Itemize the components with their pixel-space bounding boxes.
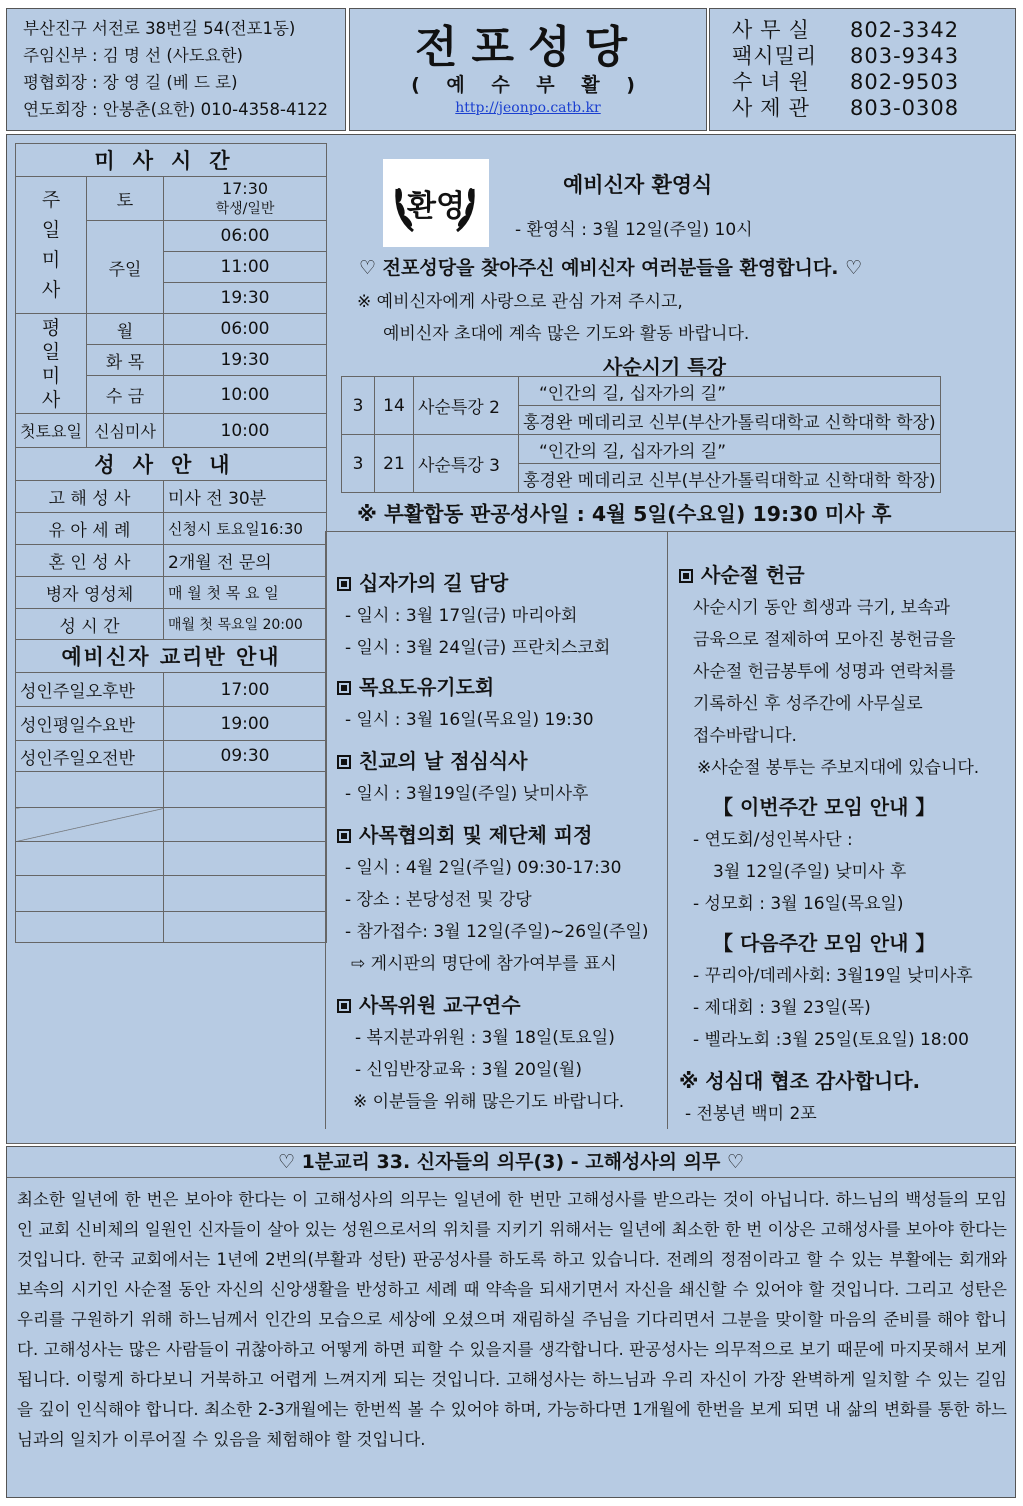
lecture-speaker: 홍경완 메데리코 신부(부산가톨릭대학교 신학대학 학장) <box>519 464 941 493</box>
offering-line: 금육으로 절제하여 모아진 봉헌금을 <box>693 630 956 650</box>
empty-cell <box>164 912 327 943</box>
square-bullet-icon <box>337 681 351 695</box>
catechism-body: 최소한 일년에 한 번은 보아야 한다는 이 고해성사의 의무는 일년에 한 번만 고해성사를 받으라는 것이 아닙니다. 하느님의 백성들의 모임인 교회 신비체의 일원인 신자들이 살아 있는 성원으로서의 위치를 지키기 위해서는 일년에 최소한 한 번 이상은 고해성사를 보아야 한다는 것입니다. 한국 교회에서는 1년에 2번의(부활과 성탄) 판공성사를 하도록 하고 있습니다. 전례의 정점이라고 할 수 있는 부활에는 회개와 보속의 시기인 사순절 동안 자신의 신앙생활을 반성하고 세례 때 약속을 되새기면서 자신을 쇄신할 수 있어야 할 것입니다. 그리고 성탄은 우리를 구원하기 위해 하느님께서 인간의 모습으로 세상에 오셨으며 재림하실 주님을 기다리면서 그분을 맞이할 마음의 준비를 해야 합니다. 고해성사는 많은 사람들이 귀찮아하고 어떻게 하면 피할 수 있을지를 생각합니다. 판공성사는 의무적으로 보기 때문에 마지못해서 보게 됩니다. 이렇게 하다보니 거북하고 어렵게 느껴지게 되는 것입니다. 고해성사는 하느님과 우리 자신이 가장 완벽하게 일치할 수 있는 길임을 깊이 인식해야 합니다. 최소한 2-3개월에는 한번씩 볼 수 있어야 하며, 가능하다면 1개월에 한번을 보게 되면 내 삶의 변화를 통한 하느님과의 일치가 이루어질 수 있음을 체험해야 할 것입니다. <box>17 1190 1007 1449</box>
catechism-box <box>6 1146 1016 1498</box>
sunday-time: 11:00 <box>164 252 327 283</box>
header-info <box>6 8 346 131</box>
pastoral-item: - 일시 : 4월 2일(주일) 09:30-17:30 <box>345 858 622 878</box>
divider <box>325 531 326 1129</box>
pastoral-item: - 참가접수: 3월 12일(주일)~26일(주일) <box>345 922 649 942</box>
welcome-note: ※ 예비신자에게 사랑으로 관심 가져 주시고, <box>357 292 683 312</box>
wedfri-label: 수 금 <box>87 376 164 414</box>
sacrament-info: 미사 전 30분 <box>164 481 327 513</box>
pastoral-item: - 장소 : 본당성전 및 강당 <box>345 890 532 910</box>
sacrament-name: 혼 인 성 사 <box>16 545 164 577</box>
committee-title: 사목위원 교구연수 <box>337 989 521 1018</box>
lecture-topic: “인간의 길, 십자가의 길” <box>519 435 941 464</box>
empty-cell <box>16 772 164 808</box>
class-time: 09:30 <box>164 741 327 772</box>
thursday-title: 목요도유기도회 <box>337 671 494 700</box>
wedfri-time: 10:00 <box>164 376 327 414</box>
sat-label: 토 <box>87 177 164 221</box>
divider <box>7 1143 1015 1144</box>
offering-line: 접수바랍니다. <box>693 726 797 746</box>
divider <box>667 531 668 1129</box>
divider <box>325 531 1015 532</box>
sacrament-info: 매 월 첫 목 요 일 <box>164 577 327 609</box>
sunday-label: 주일 <box>87 221 164 314</box>
lecture-title: 사순시기 특강 <box>603 355 726 379</box>
mon-label: 월 <box>87 314 164 345</box>
lecture-name: 사순특강 2 <box>414 377 519 435</box>
website-link[interactable]: http://jeonpo.catb.kr <box>455 100 601 116</box>
this-week-item: - 성모회 : 3월 16일(목요일) <box>693 894 904 914</box>
yeondo-head: 연도회장 : 안봉춘(요한) 010-4358-4122 <box>23 100 329 119</box>
offering-line: 사순시기 동안 희생과 극기, 보속과 <box>693 598 950 618</box>
thanks-item: - 전봉년 백미 2포 <box>685 1104 817 1124</box>
address: 부산진구 서전로 38번길 54(전포1동) <box>23 19 296 38</box>
first-sat-label: 첫토요일 <box>16 414 87 448</box>
pastor: 주임신부 : 김 명 선 (사도요한) <box>23 46 243 65</box>
next-week-item: - 제대회 : 3월 23일(목) <box>693 998 871 1018</box>
offering-line: 사순절 헌금봉투에 성명과 연락처를 <box>693 662 956 682</box>
pastoral-item: ⇨ 게시판의 명단에 참가여부를 표시 <box>351 954 617 974</box>
lecture-month: 3 <box>342 435 375 493</box>
subtitle: ( 예 수 부 활 ) <box>411 74 645 96</box>
sacrament-info: 신청시 토요일16:30 <box>164 513 327 545</box>
offering-title: 사순절 헌금 <box>679 559 805 588</box>
welcome-greeting: ♡ 전포성당을 찾아주신 예비신자 여러분들을 환영합니다. ♡ <box>359 257 863 279</box>
sacrament-title: 성사안내 <box>16 448 327 481</box>
class-name: 성인주일오후반 <box>16 673 164 707</box>
this-week-item: - 연도회/성인복사단 : <box>693 830 853 850</box>
lunch-title: 친교의 날 점심식사 <box>337 745 528 774</box>
sacrament-name: 병자 영성체 <box>16 577 164 609</box>
stations-item: - 일시 : 3월 17일(금) 마리아회 <box>345 606 578 626</box>
empty-cell <box>164 842 327 876</box>
phone-row: 사무실 802-3342 <box>732 18 960 42</box>
empty-cell <box>16 842 164 876</box>
this-week-title: 【 이번주간 모임 안내 】 <box>713 795 936 819</box>
tuethu-time: 19:30 <box>164 345 327 376</box>
mon-time: 06:00 <box>164 314 327 345</box>
catechism-title: ♡ 1분교리 33. 신자들의 의무(3) - 고해성사의 의무 ♡ <box>7 1147 1015 1178</box>
lecture-table <box>341 376 941 493</box>
welcome-badge-text: 환영 <box>407 189 465 224</box>
sunday-mass-label: 주일미사 <box>16 177 87 314</box>
sacrament-name: 성 시 간 <box>16 609 164 640</box>
penance-notice: ※ 부활합동 판공성사일 : 4월 5일(수요일) 19:30 미사 후 <box>357 502 892 526</box>
next-week-title: 【 다음주간 모임 안내 】 <box>713 931 936 955</box>
phone-row: 팩시밀리 803-9343 <box>732 44 960 68</box>
empty-cell <box>164 876 327 912</box>
phone-row: 사제관 803-0308 <box>732 96 960 120</box>
square-bullet-icon <box>679 569 693 583</box>
welcome-date: - 환영식 : 3월 12일(주일) 10시 <box>515 220 753 240</box>
sacrament-name: 유 아 세 례 <box>16 513 164 545</box>
first-sat-time: 10:00 <box>164 414 327 448</box>
class-time: 19:00 <box>164 707 327 741</box>
phone-row: 수녀원 802-9503 <box>732 70 960 94</box>
lecture-day: 14 <box>375 377 414 435</box>
main-body <box>6 134 1016 1144</box>
class-name: 성인주일오전반 <box>16 741 164 772</box>
stations-title: 십자가의 길 담당 <box>337 567 508 596</box>
empty-cell <box>164 772 327 808</box>
square-bullet-icon <box>337 577 351 591</box>
header-title <box>349 8 707 131</box>
stations-item: - 일시 : 3월 24일(금) 프란치스코회 <box>345 638 611 658</box>
sunday-time: 06:00 <box>164 221 327 252</box>
square-bullet-icon <box>337 999 351 1013</box>
sidebar-table <box>15 143 327 943</box>
welcome-badge <box>383 159 489 247</box>
sacrament-name: 고 해 성 사 <box>16 481 164 513</box>
sunday-time: 19:30 <box>164 283 327 314</box>
header-phones <box>709 8 1016 131</box>
lecture-name: 사순특강 3 <box>414 435 519 493</box>
thursday-item: - 일시 : 3월 16일(목요일) 19:30 <box>345 710 594 730</box>
next-week-item: - 꾸리아/데레사회: 3월19일 낮미사후 <box>693 966 973 986</box>
offering-line: ※사순절 봉투는 주보지대에 있습니다. <box>697 758 980 778</box>
sat-time: 17:30 학생/일반 <box>164 177 327 221</box>
lecture-speaker: 홍경완 메데리코 신부(부산가톨릭대학교 신학대학 학장) <box>519 406 941 435</box>
offering-line: 기록하신 후 성주간에 사무실로 <box>693 694 923 714</box>
council-head: 평협회장 : 장 영 길 (베 드 로) <box>23 73 238 92</box>
empty-cell <box>16 876 164 912</box>
square-bullet-icon <box>337 829 351 843</box>
empty-cell <box>164 808 327 842</box>
tuethu-label: 화 목 <box>87 345 164 376</box>
lecture-topic: “인간의 길, 십자가의 길” <box>519 377 941 406</box>
empty-cell <box>16 912 164 943</box>
mass-title: 미사시간 <box>16 144 327 177</box>
lunch-item: - 일시 : 3월19일(주일) 낮미사후 <box>345 784 589 804</box>
empty-cell <box>16 808 164 842</box>
sacrament-info: 2개월 전 문의 <box>164 545 327 577</box>
catechumen-title: 예비신자 교리반 안내 <box>16 640 327 673</box>
first-sat-mass: 신심미사 <box>87 414 164 448</box>
class-time: 17:00 <box>164 673 327 707</box>
this-week-item: 3월 12일(주일) 낮미사 후 <box>713 862 907 882</box>
committee-item: ※ 이분들을 위해 많은기도 바랍니다. <box>353 1092 625 1112</box>
welcome-note: 예비신자 초대에 계속 많은 기도와 활동 바랍니다. <box>383 324 750 344</box>
weekday-mass-label: 평일미사 <box>16 314 87 414</box>
square-bullet-icon <box>337 755 351 769</box>
next-week-item: - 벨라노회 :3월 25일(토요일) 18:00 <box>693 1030 969 1050</box>
pastoral-title: 사목협의회 및 제단체 피정 <box>337 819 592 848</box>
class-name: 성인평일수요반 <box>16 707 164 741</box>
lecture-day: 21 <box>375 435 414 493</box>
welcome-title: 예비신자 환영식 <box>563 173 713 197</box>
church-name: 전포성당 <box>414 22 641 73</box>
lecture-month: 3 <box>342 377 375 435</box>
committee-item: - 복지분과위원 : 3월 18일(토요일) <box>355 1028 615 1048</box>
sacrament-info: 매월 첫 목요일 20:00 <box>164 609 327 640</box>
committee-item: - 신임반장교육 : 3월 20일(월) <box>355 1060 582 1080</box>
thanks-title: ※ 성심대 협조 감사합니다. <box>679 1069 921 1093</box>
